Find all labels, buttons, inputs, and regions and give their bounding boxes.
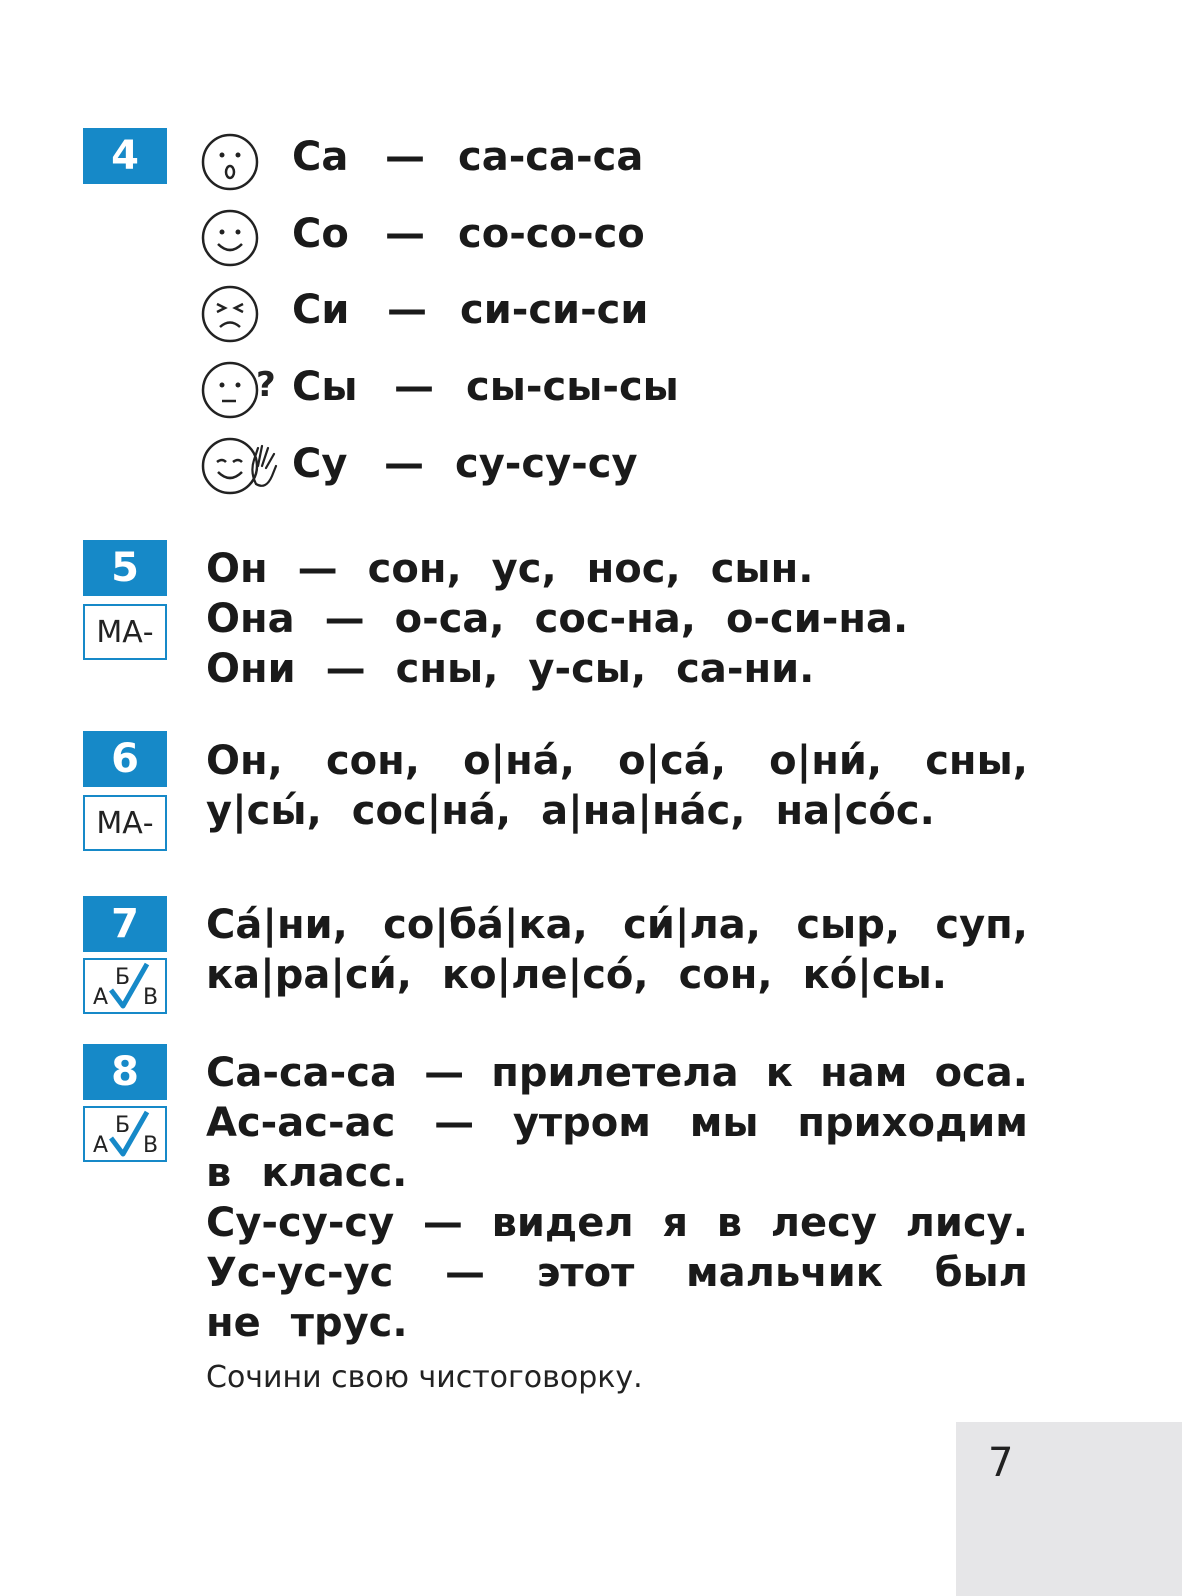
abv-check-badge [83,958,167,1014]
ex4-syllable: Си [292,287,350,333]
surprised-face-icon [200,132,262,192]
ex8-line: Ас-ас-ас — утром мы приходим [206,1100,1028,1146]
ex8-line: Су-су-су — видел я в лесу лису. [206,1200,1028,1246]
ex8-line: Са-са-са — прилетела к нам оса. [206,1050,1028,1096]
svg-text:Б: Б [115,1113,131,1138]
exercise-7-number: 7 [83,896,167,952]
ex4-syllable: Су [292,441,348,487]
angry-face-icon [200,284,262,344]
ex8-line: Ус-ус-ус — этот мальчик был [206,1250,1028,1296]
exercise-5-number: 5 [83,540,167,596]
ex5-line: Они — сны, у-сы, са-ни. [206,646,815,692]
ex4-syllable: Сы [292,364,358,410]
ex4-chant: си-си-си [460,287,649,333]
ex4-syllable: Са [292,134,349,180]
ex5-line: Она — о-са, сос-на, о-си-на. [206,596,909,642]
ex4-chant: су-су-су [455,441,638,487]
ex8-line: в класс. [206,1150,408,1196]
ex4-chant: со-со-со [458,211,645,257]
exercise-note: Сочини свою чистоговорку. [206,1360,643,1395]
syllable-tag-badge: МА- [83,604,167,660]
exercise-6-number: 6 [83,731,167,787]
ex4-chant: сы-сы-сы [466,364,679,410]
svg-text:?: ? [256,365,276,405]
svg-text:В: В [143,985,159,1010]
ex4-dash: — [384,441,424,487]
ex5-line: Он — сон, ус, нос, сын. [206,546,814,592]
svg-text:Б: Б [115,965,131,990]
abv-check-badge [83,1106,167,1162]
ex6-line: Он, сон, о|нá, о|cá, о|ни́, сны, [206,738,1028,784]
syllable-tag-badge: МА- [83,795,167,851]
svg-text:А: А [93,1133,109,1158]
page-number: 7 [988,1440,1014,1486]
ex8-line: не трус. [206,1300,408,1346]
ex4-dash: — [385,211,425,257]
ex4-dash: — [387,287,427,333]
smiling-face-icon [200,208,262,268]
ex4-dash: — [394,364,434,410]
questioning-face-icon [200,360,284,420]
exercise-4-number: 4 [83,128,167,184]
ex6-line: у|сы́, сос|нá, а|на|нáс, на|cóс. [206,788,935,834]
ex7-line: Cá|ни, со|бá|ка, си́|ла, сыр, суп, [206,902,1028,948]
ex4-syllable: Со [292,211,349,257]
svg-text:А: А [93,985,109,1010]
waving-face-icon [200,436,284,496]
svg-text:В: В [143,1133,159,1158]
ex7-line: ка|ра|си́, ко|ле|có, сон, кó|сы. [206,952,947,998]
exercise-8-number: 8 [83,1044,167,1100]
ex4-chant: са-са-са [458,134,644,180]
ex4-dash: — [385,134,425,180]
